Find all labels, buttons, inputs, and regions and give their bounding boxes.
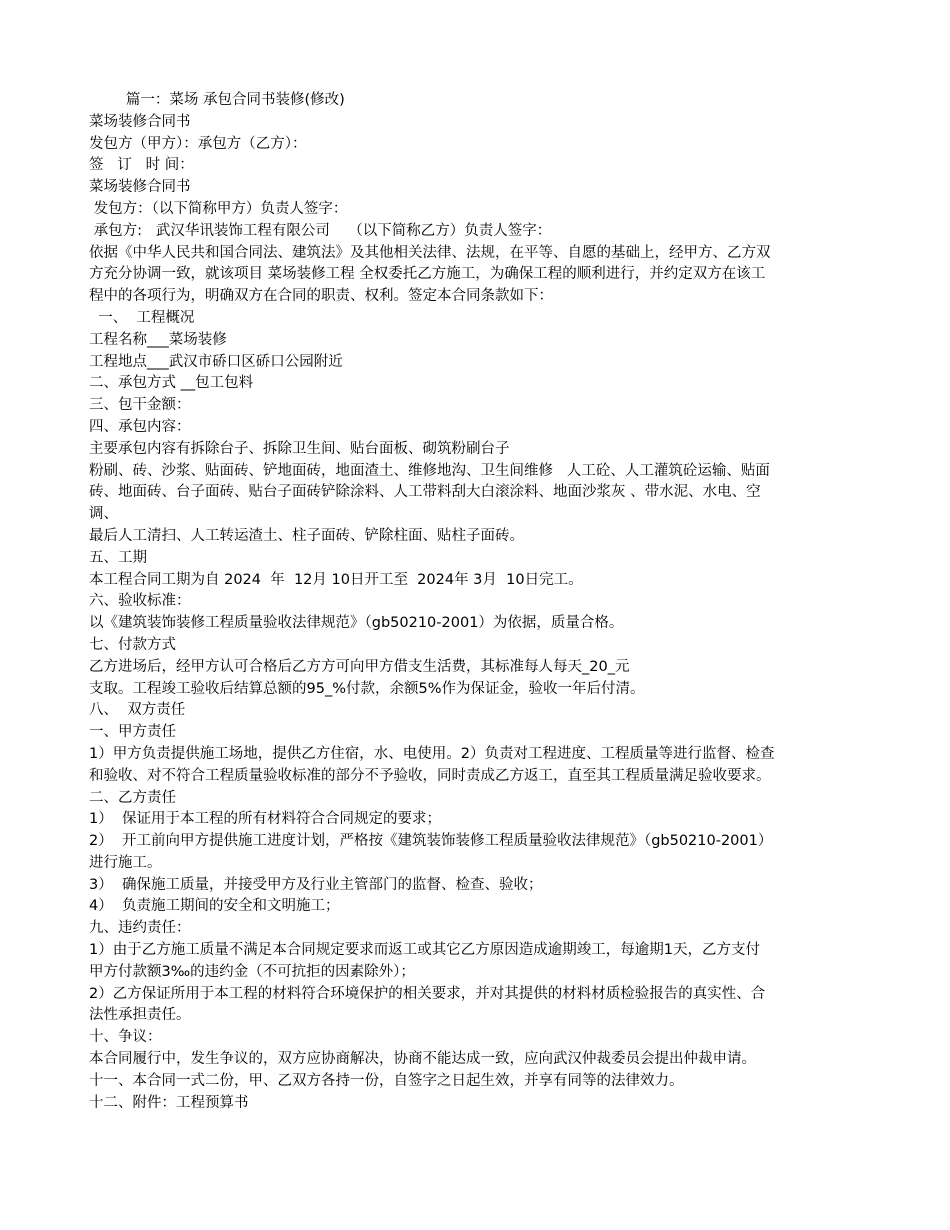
attachment-clause: 十二、附件：工程预算书	[89, 1094, 249, 1111]
payment-line-2: 支取。工程竣工验收后结算总额的95_%付款，余额5%作为保证金，验收一年后付清。	[89, 680, 645, 697]
party-b-duty-2: 2） 开工前向甲方提供施工进度计划，严格按《建筑装饰装修工程质量验收法律规范》（gb50210-2001）	[89, 833, 773, 850]
payment-line-1: 乙方进场后，经甲方认可合格后乙方方可向甲方借支生活费，其标准每人每天_20_元	[89, 658, 630, 675]
breach-line-1: 1）由于乙方施工质量不满足本合同规定要求而返工或其它乙方原因造成逾期竣工，每逾期1天，乙方支付	[89, 942, 760, 959]
acceptance-heading: 六、验收标准：	[89, 593, 191, 610]
acceptance-line: 以《建筑装饰装修工程质量验收法律规范》（gb50210-2001）为依据，质量合格。	[89, 615, 624, 632]
scope-line-5: 最后人工清扫、人工转运渣土、柱子面砖、铲除柱面、贴柱子面砖。	[89, 527, 524, 544]
project-location: 工程地点___武汉市硚口区硚口公园附近	[89, 353, 343, 370]
scope-line-3: 砖、地面砖、台子面砖、贴台子面砖铲除涂料、人工带料刮大白滚涂料、地面沙浆灰 、带水泥、水电、空	[89, 484, 761, 501]
party-a-duties-line-2: 和验收、对不符合工程质量验收标准的部分不予验收，同时责成乙方返工，直至其工程质量满足验收要求。	[89, 767, 771, 784]
contract-title: 菜场装修合同书	[89, 113, 191, 130]
party-a-duties-line-1: 1）甲方负责提供施工场地，提供乙方住宿，水、电使用。2）负责对工程进度、工程质量等进行监督、检查	[89, 745, 775, 762]
party-b-duty-4: 4） 负责施工期间的安全和文明施工；	[89, 898, 340, 915]
responsibilities-heading: 八、 双方责任	[89, 702, 186, 719]
signing-time-line: 签 订 时 间：	[89, 157, 194, 174]
schedule-line: 本工程合同工期为自 2024 年 12月 10日开工至 2024年 3月 10日完工。	[89, 571, 583, 588]
scope-line-1: 主要承包内容有拆除台子、拆除卫生间、贴台面板、砌筑粉刷台子	[89, 440, 510, 457]
party-a-duties-heading: 一、甲方责任	[89, 724, 176, 741]
breach-heading: 九、违约责任：	[89, 920, 191, 937]
section-overview-heading: 一、 工程概况	[89, 309, 195, 326]
contract-method: 二、承包方式 __包工包料	[89, 375, 254, 392]
party-b-duty-2-cont: 进行施工。	[89, 854, 162, 871]
breach-line-4: 法性承担责任。	[89, 1007, 191, 1024]
contract-document	[89, 90, 864, 1114]
dispute-heading: 十、争议：	[89, 1029, 162, 1046]
party-a-line: 发包方：（以下简称甲方）负责人签字：	[89, 200, 348, 217]
doc-heading: 篇一：菜场 承包合同书装修(修改)	[89, 92, 345, 108]
party-b-duty-3: 3） 确保施工质量，并接受甲方及行业主管部门的监督、检查、验收；	[89, 876, 543, 893]
payment-heading: 七、付款方式	[89, 636, 176, 653]
schedule-heading: 五、工期	[89, 549, 147, 566]
party-b-duties-heading: 二、乙方责任	[89, 789, 176, 806]
parties-line: 发包方（甲方）：承包方（乙方）：	[89, 135, 307, 152]
contract-subtitle: 菜场装修合同书	[89, 179, 191, 196]
party-b-line: 承包方: 武汉华讯装饰工程有限公司 （以下简称乙方）负责人签字：	[89, 222, 552, 239]
lump-sum-amount: 三、包干金额：	[89, 397, 191, 414]
project-name: 工程名称___菜场装修	[89, 331, 227, 348]
preamble-line-1: 依据《中华人民共和国合同法、建筑法》及其他相关法律、法规，在平等、自愿的基础上，经甲方、乙方双	[89, 244, 771, 261]
preamble-line-3: 程中的各项行为，明确双方在合同的职责、权利。签定本合同条款如下：	[89, 288, 553, 305]
breach-line-2: 甲方付款额3‰的违约金（不可抗拒的因素除外）；	[89, 963, 415, 980]
party-b-duty-1: 1） 保证用于本工程的所有材料符合合同规定的要求；	[89, 811, 441, 828]
copies-clause: 十一、本合同一式二份，甲、乙双方各持一份，自签字之日起生效，并享有同等的法律效力。	[89, 1072, 684, 1089]
dispute-line: 本合同履行中，发生争议的，双方应协商解决，协商不能达成一致，应向武汉仲裁委员会提出仲裁申请。	[89, 1051, 756, 1068]
preamble-line-2: 方充分协调一致，就该项目 菜场装修工程 全权委托乙方施工，为确保工程的顺利进行，并约定双方在该工	[89, 266, 766, 283]
breach-line-3: 2）乙方保证所用于本工程的材料符合环境保护的相关要求，并对其提供的材料材质检验报告的真实性、合	[89, 985, 766, 1002]
scope-heading: 四、承包内容：	[89, 418, 191, 435]
scope-line-2: 粉刷、砖、沙浆、贴面砖、铲地面砖，地面渣土、维修地沟、卫生间维修 人工砼、人工灌筑砼运输、贴面	[89, 462, 770, 479]
scope-line-4: 调、	[89, 506, 118, 523]
